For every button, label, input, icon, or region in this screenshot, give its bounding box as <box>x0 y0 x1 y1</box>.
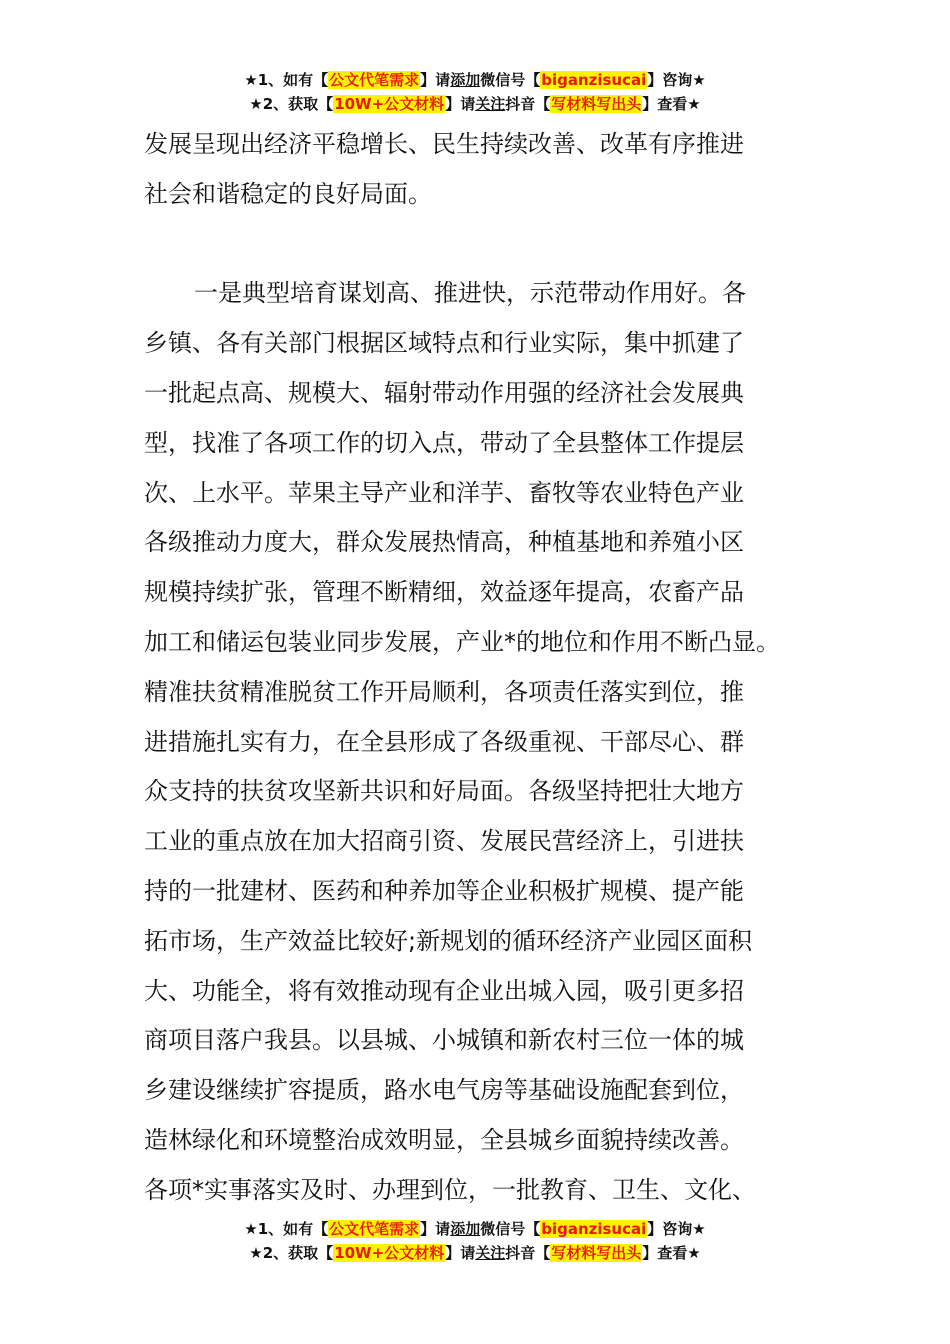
body-line: 乡镇、各有关部门根据区域特点和行业实际，集中抓建了 <box>144 329 744 358</box>
header-banner <box>0 68 950 116</box>
banner-line-2: ★2、获取【10W+公文材料】请关注抖音【写材料写出头】查看★ <box>249 95 701 113</box>
body-line: 型，找准了各项工作的切入点，带动了全县整体工作提层 <box>144 428 744 457</box>
body-line: 商项目落户我县。以县城、小城镇和新农村三位一体的城 <box>144 1026 744 1055</box>
footer-banner <box>0 1217 950 1265</box>
body-line: 一批起点高、规模大、辐射带动作用强的经济社会发展典 <box>144 378 744 407</box>
body-line: 规模持续扩张，管理不断精细，效益逐年提高，农畜产品 <box>144 578 744 607</box>
body-line: 发展呈现出经济平稳增长、民生持续改善、改革有序推进 <box>144 130 744 158</box>
body-line: 各级推动力度大，群众发展热情高，种植基地和养殖小区 <box>144 528 744 557</box>
body-line: 各项*实事落实及时、办理到位，一批教育、卫生、文化、 <box>144 1175 756 1204</box>
highlight-wechat-id: biganzisucai <box>541 71 647 89</box>
highlight-wechat-id: biganzisucai <box>541 1220 647 1238</box>
body-line: 工业的重点放在加大招商引资、发展民营经济上，引进扶 <box>144 827 744 856</box>
highlight-materials: 10W+公文材料 <box>334 95 445 113</box>
banner-line-2: ★2、获取【10W+公文材料】请关注抖音【写材料写出头】查看★ <box>249 1244 701 1262</box>
body-line: 次、上水平。苹果主导产业和洋芋、畜牧等农业特色产业 <box>144 478 744 507</box>
body-line: 社会和谐稳定的良好局面。 <box>144 179 432 208</box>
banner-line-1: ★1、如有【公文代笔需求】请添加微信号【biganzisucai】咨询★ <box>244 1220 706 1238</box>
highlight-douyin: 写材料写出头 <box>551 1244 642 1262</box>
highlight-materials: 10W+公文材料 <box>334 1244 445 1262</box>
highlight-service: 公文代笔需求 <box>329 1220 420 1238</box>
body-line: 精准扶贫精准脱贫工作开局顺利，各项责任落实到位，推 <box>144 677 744 706</box>
document-body <box>144 120 814 1216</box>
highlight-service: 公文代笔需求 <box>329 71 420 89</box>
blank-line <box>144 220 814 270</box>
body-line: 进措施扎实有力，在全县形成了各级重视、干部尽心、群 <box>144 727 744 756</box>
body-line: 造林绿化和环境整治成效明显，全县城乡面貌持续改善。 <box>144 1125 744 1154</box>
body-line: 众支持的扶贫攻坚新共识和好局面。各级坚持把壮大地方 <box>144 777 744 806</box>
highlight-douyin: 写材料写出头 <box>551 95 642 113</box>
paragraph-start-line: 一是典型培育谋划高、推进快，示范带动作用好。各 <box>194 279 746 308</box>
body-line: 大、功能全，将有效推动现有企业出城入园，吸引更多招 <box>144 976 744 1005</box>
body-line: 持的一批建材、医药和种养加等企业积极扩规模、提产能 <box>144 876 744 905</box>
body-line: 拓市场，生产效益比较好;新规划的循环经济产业园区面积 <box>144 926 753 955</box>
banner-line-1: ★1、如有【公文代笔需求】请添加微信号【biganzisucai】咨询★ <box>244 71 706 89</box>
body-line: 乡建设继续扩容提质，路水电气房等基础设施配套到位， <box>144 1076 744 1105</box>
body-line: 加工和储运包装业同步发展，产业*的地位和作用不断凸显。 <box>144 627 780 656</box>
